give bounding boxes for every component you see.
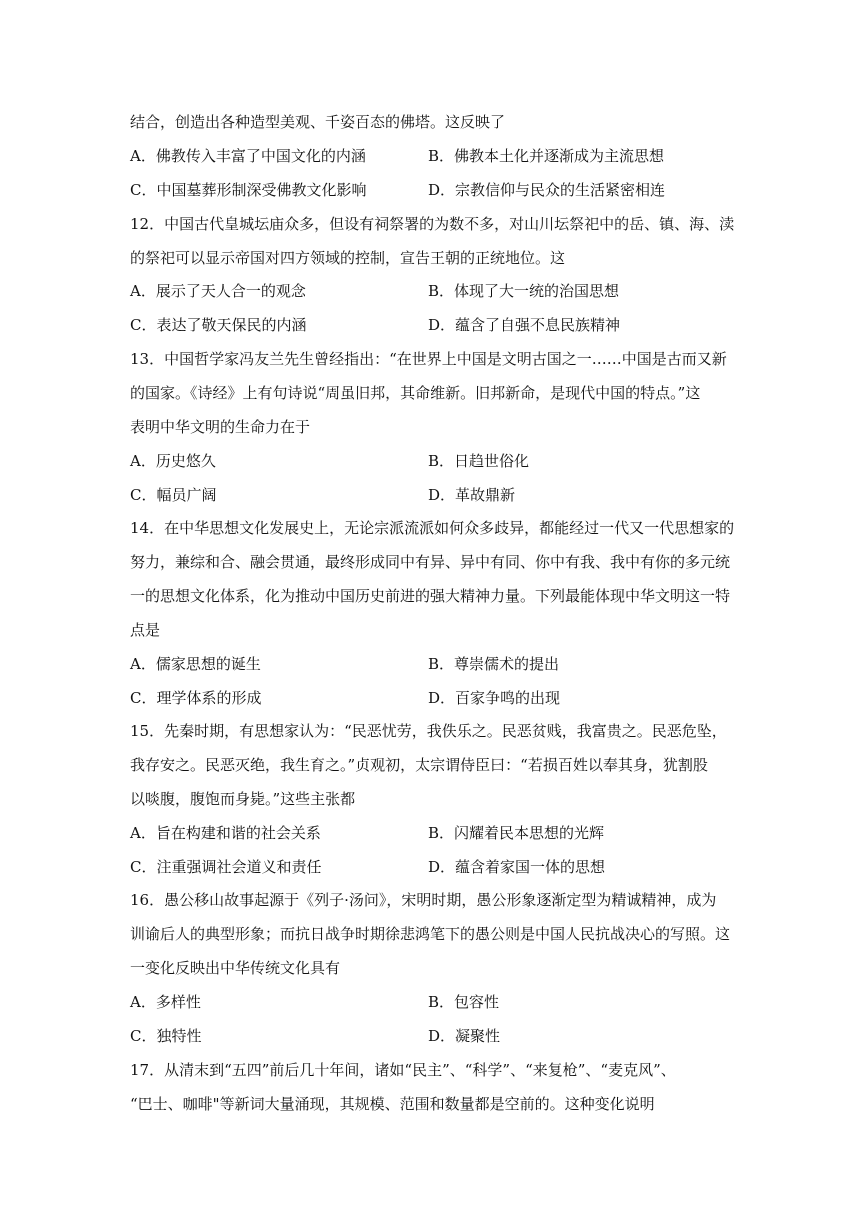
question-13-option-b: B．日趋世俗化 [428, 452, 530, 470]
question-13-option-c: C．幅员广阔 [130, 486, 217, 504]
question-16-option-a: A．多样性 [130, 993, 201, 1011]
question-12-option-a: A．展示了天人合一的观念 [130, 282, 306, 300]
question-16-option-d: D．凝聚性 [428, 1027, 501, 1045]
question-11-option-a: A．佛教传入丰富了中国文化的内涵 [130, 147, 366, 165]
question-11-option-c: C．中国墓葬形制深受佛教文化影响 [130, 181, 367, 199]
question-11-option-d: D．宗教信仰与民众的生活紧密相连 [428, 181, 666, 199]
question-14-option-d: D．百家争鸣的出现 [428, 689, 561, 707]
question-14-stem-line-4: 点是 [130, 621, 161, 639]
question-14-stem-line-3: 一的思想文化体系，化为推动中国历史前进的强大精神力量。下列最能体现中华文明这一特 [130, 587, 731, 605]
question-12-stem-line-2: 的祭祀可以显示帝国对四方领域的控制，宣告王朝的正统地位。这 [130, 249, 566, 267]
question-14-option-a: A．儒家思想的诞生 [130, 655, 261, 673]
question-14-stem-line-2: 努力，兼综和合、融会贯通，最终形成同中有异、异中有同、你中有我、我中有你的多元统 [130, 553, 731, 571]
question-15-stem-line-1: 15．先秦时期，有思想家认为：“民恶忧劳，我佚乐之。民恶贫贱，我富贵之。民恶危坠， [130, 722, 727, 740]
question-11-option-b: B．佛教本土化并逐渐成为主流思想 [428, 147, 665, 165]
question-16-option-c: C．独特性 [130, 1027, 202, 1045]
question-16-option-b: B．包容性 [428, 993, 500, 1011]
question-12-option-b: B．体现了大一统的治国思想 [428, 282, 620, 300]
question-15-stem-line-2: 我存安之。民恶灭绝，我生育之。”贞观初，太宗谓侍臣曰：“若损百姓以奉其身，犹割股 [130, 756, 708, 774]
question-17-stem-line-2: “巴士、咖啡"等新词大量涌现，其规模、范围和数量都是空前的。这种变化说明 [130, 1095, 655, 1113]
question-13-stem-line-2: 的国家。《诗经》上有句诗说“周虽旧邦，其命维新。旧邦新命，是现代中国的特点。”这 [130, 384, 701, 402]
question-17-stem-line-1: 17．从清末到“五四”前后几十年间，诸如“民主”、“科学”、“来复枪”、“麦克风”、 [130, 1061, 676, 1079]
question-15-option-d: D．蕴含着家国一体的思想 [428, 858, 606, 876]
question-15-stem-line-3: 以啖腹，腹饱而身毙。”这些主张都 [130, 790, 356, 808]
question-13-option-a: A．历史悠久 [130, 452, 216, 470]
question-15-option-a: A．旨在构建和谐的社会关系 [130, 824, 321, 842]
question-16-stem-line-3: 一变化反映出中华传统文化具有 [130, 959, 341, 977]
question-14-option-b: B．尊崇儒术的提出 [428, 655, 560, 673]
question-15-option-c: C．注重强调社会道义和责任 [130, 858, 322, 876]
question-14-option-c: C．理学体系的形成 [130, 689, 262, 707]
question-16-stem-line-1: 16．愚公移山故事起源于《列子·汤问》，宋明时期，愚公形象逐渐定型为精诚精神，成为 [130, 891, 717, 909]
question-12-stem-line-1: 12．中国古代皇城坛庙众多，但设有祠祭署的为数不多，对山川坛祭祀中的岳、镇、海、渎 [130, 215, 735, 233]
question-12-option-c: C．表达了敬天保民的内涵 [130, 316, 307, 334]
question-13-option-d: D．革故鼎新 [428, 486, 516, 504]
question-12-option-d: D．蕴含了自强不息民族精神 [428, 316, 621, 334]
question-11-stem-tail: 结合，创造出各种造型美观、千姿百态的佛塔。这反映了 [130, 113, 506, 131]
question-16-stem-line-2: 训谕后人的典型形象；而抗日战争时期徐悲鸿笔下的愚公则是中国人民抗战决心的写照。这 [130, 925, 731, 943]
question-14-stem-line-1: 14．在中华思想文化发展史上，无论宗派流派如何众多歧异，都能经过一代又一代思想家的 [130, 519, 735, 537]
question-15-option-b: B．闪耀着民本思想的光辉 [428, 824, 605, 842]
question-13-stem-line-1: 13．中国哲学家冯友兰先生曾经指出：“在世界上中国是文明古国之一……中国是古而又新 [130, 350, 727, 368]
question-13-stem-line-3: 表明中华文明的生命力在于 [130, 418, 311, 436]
